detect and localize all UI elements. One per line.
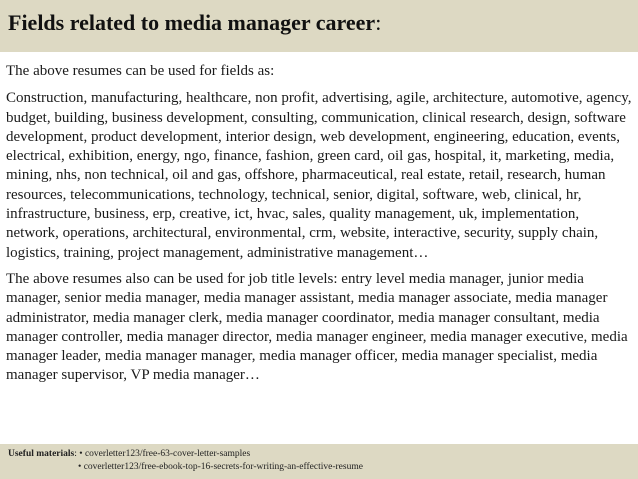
footer-bullet: • xyxy=(78,462,84,472)
footer-row-1 xyxy=(8,448,363,461)
footer-row-2 xyxy=(8,461,363,474)
footer-link-cover-letters[interactable]: coverletter123/free-63-cover-letter-samples xyxy=(84,449,251,459)
intro-paragraph: The above resumes can be used for fields as: xyxy=(6,63,275,79)
title-bar xyxy=(0,0,638,52)
useful-materials xyxy=(8,448,363,474)
page-title xyxy=(8,10,381,36)
footer-label: Useful materials xyxy=(8,449,75,459)
page-title-colon: : xyxy=(375,10,382,35)
content-area xyxy=(6,62,632,393)
footer-bar xyxy=(0,444,638,479)
job-levels-paragraph: The above resumes also can be used for job title levels: entry level media manager, junior media manager, senior media manager, media manager assistant, media manager associate, media manager administrator, media manager clerk, media manager coordinator, media manager consultant, media manager controller, media manager director, media manager engineer, media manager executive, media manager leader, media manager manager, media manager officer, media manager specialist, media manager supervisor, VP media manager… xyxy=(6,270,628,384)
fields-paragraph: Construction, manufacturing, healthcare, non profit, advertising, agile, architecture, automotive, agency, budget, building, business development, consulting, communication, clinical research, design, software development, product development, interior design, web development, engineering, education, events, electrical, exhibition, energy, ngo, finance, fashion, green card, oil gas, hospital, it, marketing, media, mining, nhs, non technical, oil and gas, offshore, pharmaceutical, real estate, retail, research, human resources, telecommunications, technology, technical, senior, digital, software, web, clinical, hr, infrastructure, business, erp, creative, ict, hvac, sales, quality management, uk, implementation, network, operations, architectural, environmental, crm, website, interactive, security, supply chain, logistics, training, project management, administrative management… xyxy=(6,90,632,261)
page-title-text: Fields related to media manager career xyxy=(8,10,376,35)
footer-separator: : • xyxy=(74,449,85,459)
footer-link-ebook[interactable]: coverletter123/free-ebook-top-16-secrets-for-writing-an-effective-resume xyxy=(83,462,363,472)
